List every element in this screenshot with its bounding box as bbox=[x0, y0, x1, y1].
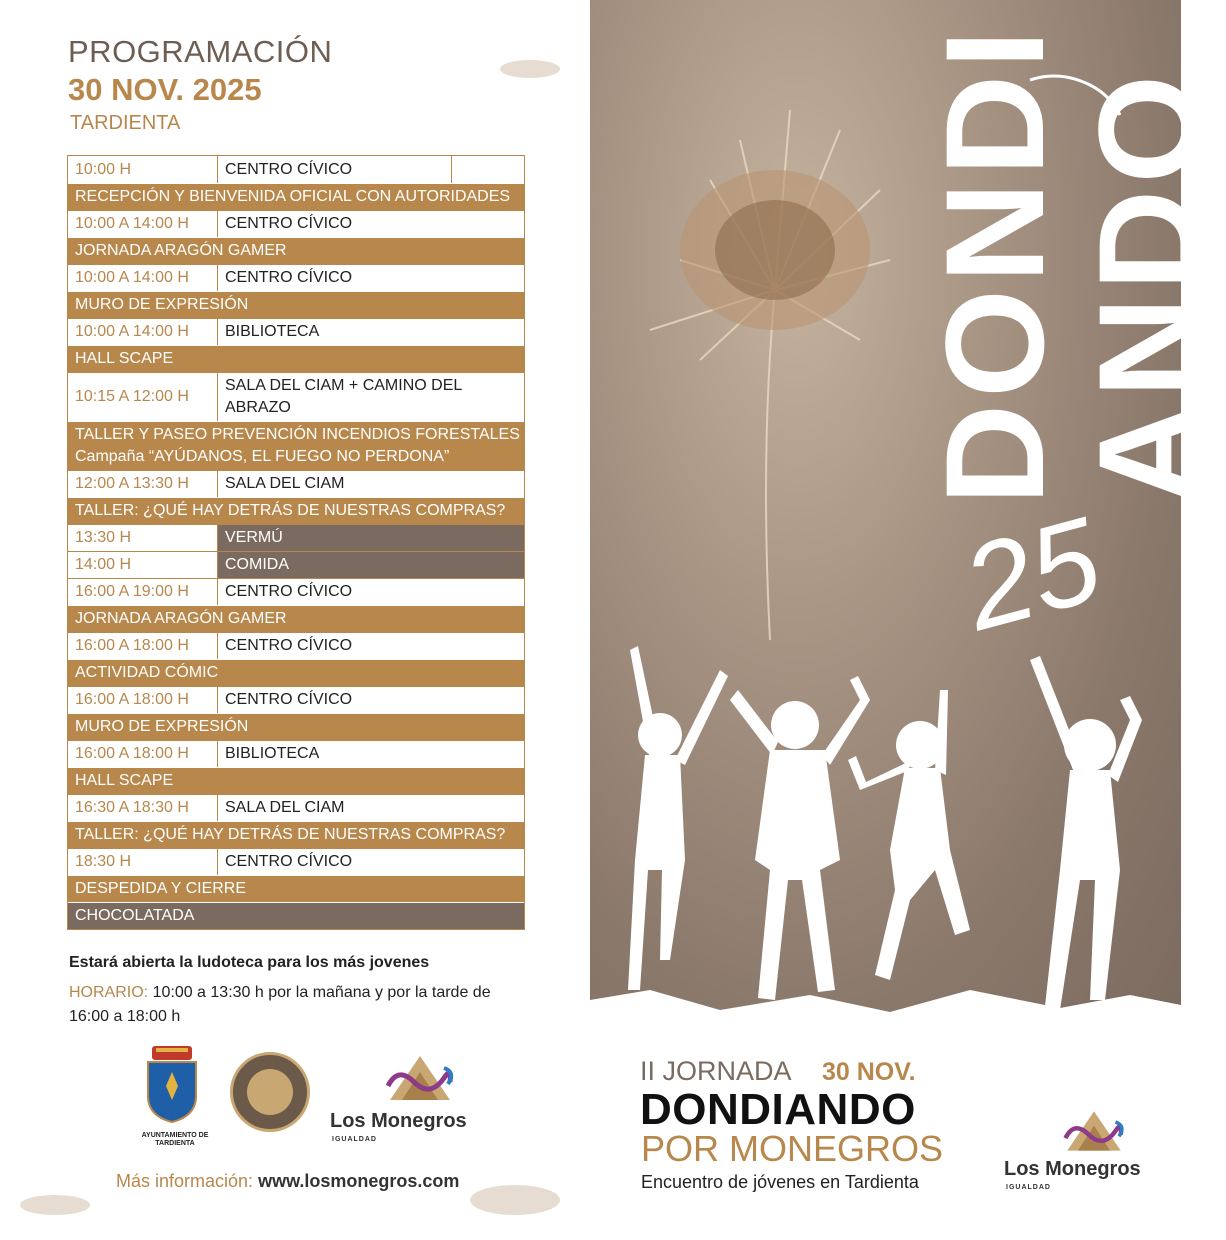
jornada-label: II JORNADA bbox=[640, 1056, 792, 1086]
schedule-place: CENTRO CÍVICO bbox=[225, 269, 353, 286]
cover-date: 30 NOV. bbox=[822, 1058, 916, 1086]
ayuntamiento-crest-icon bbox=[144, 1046, 200, 1122]
schedule-activity: TALLER Y PASEO PREVENCIÓN INCENDIOS FORESTALES bbox=[75, 426, 520, 443]
schedule-place: BIBLIOTECA bbox=[225, 323, 320, 340]
schedule-place: SALA DEL CIAM + CAMINO DEL ABRAZO bbox=[225, 377, 462, 416]
ayuntamiento-label: AYUNTAMIENTO DE TARDIENTA bbox=[141, 1132, 209, 1147]
horario-label: HORARIO: bbox=[69, 984, 149, 1001]
schedule-time: 16:30 A 18:30 H bbox=[68, 795, 218, 821]
asociacion-emblem-icon bbox=[247, 1069, 293, 1115]
schedule-activity-row bbox=[68, 902, 524, 929]
schedule-activity: HALL SCAPE bbox=[75, 772, 174, 789]
cover-subtitle: POR MONEGROS bbox=[641, 1128, 944, 1169]
monegros-name: Los Monegros bbox=[330, 1110, 467, 1132]
info-url-link[interactable]: www.losmonegros.com bbox=[258, 1171, 460, 1191]
schedule-time: 10:00 A 14:00 H bbox=[68, 319, 218, 345]
sponsor-logos bbox=[130, 1040, 490, 1150]
schedule-activity-row bbox=[68, 821, 524, 848]
schedule-time-row bbox=[68, 264, 524, 291]
schedule-activity: TALLER: ¿QUÉ HAY DETRÁS DE NUESTRAS COMPRAS? bbox=[75, 502, 506, 519]
monegros-sub: IGUALDAD bbox=[332, 1136, 377, 1143]
schedule-table bbox=[67, 155, 525, 930]
schedule-time-row bbox=[68, 210, 524, 237]
schedule-time: 10:15 A 12:00 H bbox=[68, 373, 218, 421]
schedule-time-row bbox=[68, 524, 524, 551]
vertical-title-2: ANDO bbox=[1069, 68, 1226, 505]
schedule-activity: MURO DE EXPRESIÓN bbox=[75, 296, 249, 313]
page-title: PROGRAMACIÓN bbox=[68, 34, 333, 69]
schedule-time-row bbox=[68, 848, 524, 875]
schedule-activity: TALLER: ¿QUÉ HAY DETRÁS DE NUESTRAS COMPRAS? bbox=[75, 826, 506, 843]
schedule-activity: DESPEDIDA Y CIERRE bbox=[75, 880, 247, 897]
monegros-sub: IGUALDAD bbox=[1006, 1184, 1051, 1191]
schedule-activity: ACTIVIDAD CÓMIC bbox=[75, 664, 219, 681]
horario-text: 10:00 a 13:30 h por la mañana y por la tarde de 16:00 a 18:00 h bbox=[69, 984, 491, 1025]
vertical-title-1: DONDI bbox=[916, 23, 1073, 505]
schedule-place: CENTRO CÍVICO bbox=[225, 691, 353, 708]
schedule-time: 10:00 A 14:00 H bbox=[68, 211, 218, 237]
cover-tagline: Encuentro de jóvenes en Tardienta bbox=[641, 1172, 919, 1192]
asociacion-logo bbox=[230, 1052, 310, 1132]
program-panel bbox=[0, 0, 590, 1240]
schedule-place: CENTRO CÍVICO bbox=[225, 637, 353, 654]
schedule-place: SALA DEL CIAM bbox=[225, 475, 345, 492]
schedule-activity-row bbox=[68, 291, 524, 318]
schedule-activity: JORNADA ARAGÓN GAMER bbox=[75, 610, 287, 627]
schedule-place: COMIDA bbox=[218, 552, 524, 578]
schedule-place: CENTRO CÍVICO bbox=[225, 853, 353, 870]
schedule-time-row bbox=[68, 794, 524, 821]
schedule-activity-row bbox=[68, 183, 524, 210]
schedule-time-row bbox=[68, 318, 524, 345]
schedule-activity-row bbox=[68, 767, 524, 794]
schedule-time-row bbox=[68, 578, 524, 605]
schedule-activity-row bbox=[68, 713, 524, 740]
monegros-mountain-icon bbox=[1054, 1106, 1134, 1156]
schedule-time: 10:00 H bbox=[68, 156, 218, 183]
ludoteca-hours bbox=[69, 981, 519, 1029]
monegros-mountain-icon bbox=[380, 1050, 460, 1106]
paint-splatter bbox=[470, 1185, 560, 1215]
paint-splatter bbox=[20, 1195, 90, 1215]
year-number: 25 bbox=[949, 492, 1114, 656]
schedule-activity-row bbox=[68, 875, 524, 902]
schedule-activity: CHOCOLATADA bbox=[75, 907, 195, 924]
cover-photo bbox=[590, 0, 1226, 1032]
ludoteca-note: Estará abierta la ludoteca para los más jovenes bbox=[69, 954, 430, 971]
schedule-time-row bbox=[68, 740, 524, 767]
event-date: 30 NOV. 2025 bbox=[68, 72, 262, 107]
schedule-time: 16:00 A 19:00 H bbox=[68, 579, 218, 605]
cover-panel bbox=[590, 0, 1226, 1240]
schedule-activity: MURO DE EXPRESIÓN bbox=[75, 718, 249, 735]
schedule-time: 18:30 H bbox=[68, 849, 218, 875]
schedule-time-row bbox=[68, 470, 524, 497]
schedule-time-row bbox=[68, 372, 524, 421]
schedule-time: 16:00 A 18:00 H bbox=[68, 741, 218, 767]
schedule-time: 13:30 H bbox=[68, 525, 218, 551]
schedule-time-row bbox=[68, 632, 524, 659]
schedule-place: BIBLIOTECA bbox=[225, 745, 320, 762]
schedule-activity-row bbox=[68, 421, 524, 470]
schedule-time-row bbox=[68, 551, 524, 578]
schedule-time: 12:00 A 13:30 H bbox=[68, 471, 218, 497]
schedule-activity-row bbox=[68, 237, 524, 264]
schedule-activity-row bbox=[68, 497, 524, 524]
schedule-place: CENTRO CÍVICO bbox=[225, 583, 353, 600]
event-town: TARDIENTA bbox=[70, 112, 181, 134]
schedule-place: CENTRO CÍVICO bbox=[225, 215, 353, 232]
schedule-time: 16:00 A 18:00 H bbox=[68, 633, 218, 659]
schedule-time-row bbox=[68, 686, 524, 713]
schedule-activity: HALL SCAPE bbox=[75, 350, 174, 367]
schedule-time: 10:00 A 14:00 H bbox=[68, 265, 218, 291]
cover-title: DONDIANDO bbox=[640, 1085, 916, 1134]
schedule-time: 14:00 H bbox=[68, 552, 218, 578]
schedule-place: CENTRO CÍVICO bbox=[218, 156, 452, 183]
info-label: Más información: bbox=[116, 1171, 259, 1191]
schedule-time: 16:00 A 18:00 H bbox=[68, 687, 218, 713]
los-monegros-logo-cover bbox=[1004, 1106, 1144, 1196]
schedule-activity-note: Campaña “AYÚDANOS, EL FUEGO NO PERDONA” bbox=[75, 448, 450, 465]
schedule-activity-row bbox=[68, 605, 524, 632]
schedule-place: SALA DEL CIAM bbox=[225, 799, 345, 816]
schedule-activity-row bbox=[68, 659, 524, 686]
los-monegros-logo bbox=[330, 1050, 470, 1150]
schedule-activity: JORNADA ARAGÓN GAMER bbox=[75, 242, 287, 259]
monegros-name: Los Monegros bbox=[1004, 1158, 1141, 1180]
more-info bbox=[116, 1171, 459, 1192]
schedule-time-row bbox=[68, 156, 524, 183]
schedule-activity: RECEPCIÓN Y BIENVENIDA OFICIAL CON AUTORIDADES bbox=[75, 188, 511, 205]
schedule-activity-row bbox=[68, 345, 524, 372]
paint-splatter bbox=[500, 60, 560, 78]
schedule-place: VERMÚ bbox=[218, 525, 524, 551]
